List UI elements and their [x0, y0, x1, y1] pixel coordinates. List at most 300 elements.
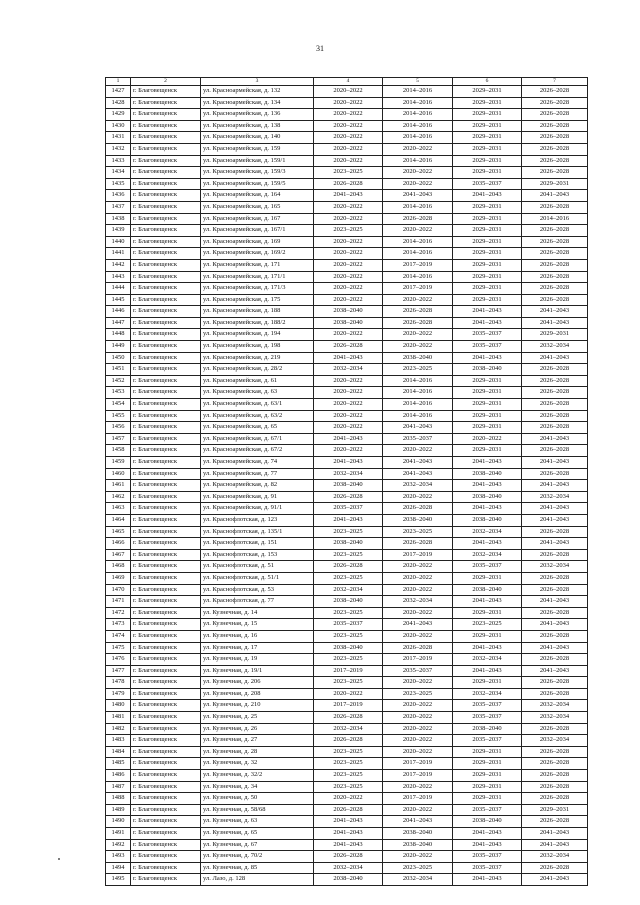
period-cell: 2026–2028 — [383, 642, 453, 654]
row-number-cell: 1433 — [106, 155, 131, 167]
table-row — [106, 445, 588, 457]
table-row — [106, 654, 588, 666]
scan-speck — [58, 858, 60, 860]
table-row — [106, 190, 588, 202]
row-number-cell: 1480 — [106, 700, 131, 712]
address-cell: ул. Краснофлотская, д. 51/1 — [201, 572, 314, 584]
period-cell: 2041–2043 — [522, 457, 588, 469]
row-number-cell: 1489 — [106, 804, 131, 816]
period-cell: 2026–2028 — [522, 584, 588, 596]
period-cell: 2032–2034 — [522, 851, 588, 863]
period-cell: 2029–2031 — [453, 758, 522, 770]
table-row — [106, 225, 588, 237]
period-cell: 2032–2034 — [522, 561, 588, 573]
period-cell: 2038–2040 — [314, 596, 383, 608]
table-row — [106, 758, 588, 770]
row-number-cell: 1441 — [106, 248, 131, 260]
city-cell: г. Благовещенск — [131, 306, 201, 318]
city-cell: г. Благовещенск — [131, 433, 201, 445]
address-cell: ул. Красноармейская, д. 165 — [201, 201, 314, 213]
row-number-cell: 1487 — [106, 781, 131, 793]
city-cell: г. Благовещенск — [131, 723, 201, 735]
period-cell: 2029–2031 — [453, 630, 522, 642]
period-cell: 2041–2043 — [453, 480, 522, 492]
table-row — [106, 143, 588, 155]
row-number-cell: 1469 — [106, 572, 131, 584]
period-cell: 2041–2043 — [522, 538, 588, 550]
row-number-cell: 1475 — [106, 642, 131, 654]
address-cell: ул. Красноармейская, д. 63/2 — [201, 410, 314, 422]
period-cell: 2041–2043 — [314, 816, 383, 828]
row-number-cell: 1443 — [106, 271, 131, 283]
city-cell: г. Благовещенск — [131, 445, 201, 457]
period-cell: 2026–2028 — [522, 723, 588, 735]
table-row — [106, 480, 588, 492]
period-cell: 2032–2034 — [453, 526, 522, 538]
period-cell: 2026–2028 — [522, 688, 588, 700]
city-cell: г. Благовещенск — [131, 514, 201, 526]
period-cell: 2020–2022 — [383, 851, 453, 863]
table-row — [106, 514, 588, 526]
table-row — [106, 317, 588, 329]
period-cell: 2020–2022 — [314, 143, 383, 155]
address-cell: ул. Краснофлотская, д. 135/1 — [201, 526, 314, 538]
period-cell: 2029–2031 — [453, 97, 522, 109]
address-cell: ул. Кузнечная, д. 17 — [201, 642, 314, 654]
table-row — [106, 433, 588, 445]
city-cell: г. Благовещенск — [131, 120, 201, 132]
period-cell: 2041–2043 — [314, 828, 383, 840]
period-cell: 2026–2028 — [522, 236, 588, 248]
row-number-cell: 1435 — [106, 178, 131, 190]
period-cell: 2023–2025 — [314, 770, 383, 782]
period-cell: 2029–2031 — [453, 572, 522, 584]
period-cell: 2041–2043 — [453, 503, 522, 515]
period-cell: 2020–2022 — [383, 735, 453, 747]
city-cell: г. Благовещенск — [131, 213, 201, 225]
period-cell: 2041–2043 — [453, 457, 522, 469]
city-cell: г. Благовещенск — [131, 596, 201, 608]
city-cell: г. Благовещенск — [131, 561, 201, 573]
address-cell: ул. Кузнечная, д. 65 — [201, 828, 314, 840]
period-cell: 2026–2028 — [522, 746, 588, 758]
table-row — [106, 306, 588, 318]
city-cell: г. Благовещенск — [131, 236, 201, 248]
row-number-cell: 1452 — [106, 375, 131, 387]
city-cell: г. Благовещенск — [131, 816, 201, 828]
row-number-cell: 1485 — [106, 758, 131, 770]
period-cell: 2020–2022 — [383, 561, 453, 573]
city-cell: г. Благовещенск — [131, 665, 201, 677]
period-cell: 2014–2016 — [383, 399, 453, 411]
period-cell: 2035–2037 — [453, 862, 522, 874]
period-cell: 2014–2016 — [383, 97, 453, 109]
period-cell: 2026–2028 — [522, 572, 588, 584]
city-cell: г. Благовещенск — [131, 480, 201, 492]
row-number-cell: 1432 — [106, 143, 131, 155]
period-cell: 2035–2037 — [453, 561, 522, 573]
city-cell: г. Благовещенск — [131, 132, 201, 144]
table-row — [106, 341, 588, 353]
period-cell: 2020–2022 — [314, 375, 383, 387]
period-cell: 2041–2043 — [522, 839, 588, 851]
period-cell: 2032–2034 — [383, 874, 453, 886]
period-cell: 2029–2031 — [453, 132, 522, 144]
city-cell: г. Благовещенск — [131, 642, 201, 654]
city-cell: г. Благовещенск — [131, 143, 201, 155]
row-number-cell: 1488 — [106, 793, 131, 805]
period-cell: 2020–2022 — [383, 445, 453, 457]
city-cell: г. Благовещенск — [131, 352, 201, 364]
address-cell: ул. Кузнечная, д. 19/1 — [201, 665, 314, 677]
period-cell: 2029–2031 — [453, 213, 522, 225]
address-cell: ул. Кузнечная, д. 27 — [201, 735, 314, 747]
period-cell: 2020–2022 — [314, 399, 383, 411]
address-cell: ул. Красноармейская, д. 167/1 — [201, 225, 314, 237]
row-number-cell: 1456 — [106, 422, 131, 434]
period-cell: 2041–2043 — [522, 503, 588, 515]
period-cell: 2035–2037 — [453, 178, 522, 190]
row-number-cell: 1427 — [106, 86, 131, 98]
table-row — [106, 677, 588, 689]
period-cell: 2014–2016 — [383, 86, 453, 98]
city-cell: г. Благовещенск — [131, 283, 201, 295]
row-number-cell: 1482 — [106, 723, 131, 735]
table-row — [106, 538, 588, 550]
table-row — [106, 352, 588, 364]
column-number-header: 1 — [106, 78, 131, 86]
period-cell: 2020–2022 — [314, 294, 383, 306]
period-cell: 2017–2019 — [383, 283, 453, 295]
period-cell: 2014–2016 — [383, 410, 453, 422]
period-cell: 2026–2028 — [522, 225, 588, 237]
row-number-cell: 1474 — [106, 630, 131, 642]
city-cell: г. Благовещенск — [131, 399, 201, 411]
period-cell: 2029–2031 — [453, 86, 522, 98]
period-cell: 2017–2019 — [383, 770, 453, 782]
address-cell: ул. Кузнечная, д. 25 — [201, 712, 314, 724]
row-number-cell: 1436 — [106, 190, 131, 202]
period-cell: 2029–2031 — [453, 746, 522, 758]
period-cell: 2041–2043 — [383, 816, 453, 828]
address-cell: ул. Кузнечная, д. 208 — [201, 688, 314, 700]
address-cell: ул. Красноармейская, д. 171/1 — [201, 271, 314, 283]
address-cell: ул. Лазо, д. 128 — [201, 874, 314, 886]
address-cell: ул. Кузнечная, д. 58/68 — [201, 804, 314, 816]
address-cell: ул. Кузнечная, д. 70/2 — [201, 851, 314, 863]
period-cell: 2026–2028 — [383, 503, 453, 515]
period-cell: 2020–2022 — [383, 630, 453, 642]
row-number-cell: 1459 — [106, 457, 131, 469]
table-row — [106, 503, 588, 515]
period-cell: 2026–2028 — [522, 259, 588, 271]
table-body — [106, 86, 588, 886]
period-cell: 2020–2022 — [314, 201, 383, 213]
period-cell: 2041–2043 — [314, 433, 383, 445]
period-cell: 2026–2028 — [522, 155, 588, 167]
period-cell: 2020–2022 — [314, 132, 383, 144]
period-cell: 2026–2028 — [314, 341, 383, 353]
row-number-cell: 1468 — [106, 561, 131, 573]
period-cell: 2020–2022 — [383, 572, 453, 584]
address-cell: ул. Кузнечная, д. 19 — [201, 654, 314, 666]
address-cell: ул. Красноармейская, д. 169/2 — [201, 248, 314, 260]
address-cell: ул. Красноармейская, д. 188 — [201, 306, 314, 318]
row-number-cell: 1476 — [106, 654, 131, 666]
period-cell: 2029–2031 — [453, 109, 522, 121]
period-cell: 2014–2016 — [383, 248, 453, 260]
period-cell: 2029–2031 — [453, 677, 522, 689]
period-cell: 2041–2043 — [522, 642, 588, 654]
period-cell: 2026–2028 — [314, 804, 383, 816]
period-cell: 2029–2031 — [453, 770, 522, 782]
city-cell: г. Благовещенск — [131, 619, 201, 631]
row-number-cell: 1438 — [106, 213, 131, 225]
period-cell: 2038–2040 — [453, 514, 522, 526]
period-cell: 2020–2022 — [383, 700, 453, 712]
row-number-cell: 1479 — [106, 688, 131, 700]
period-cell: 2029–2031 — [522, 804, 588, 816]
table-row — [106, 375, 588, 387]
table-row — [106, 120, 588, 132]
address-cell: ул. Красноармейская, д. 171/3 — [201, 283, 314, 295]
period-cell: 2020–2022 — [314, 410, 383, 422]
period-cell: 2023–2025 — [314, 549, 383, 561]
table-row — [106, 793, 588, 805]
address-cell: ул. Краснофлотская, д. 123 — [201, 514, 314, 526]
city-cell: г. Благовещенск — [131, 700, 201, 712]
address-cell: ул. Красноармейская, д. 63 — [201, 387, 314, 399]
city-cell: г. Благовещенск — [131, 271, 201, 283]
address-cell: ул. Красноармейская, д. 175 — [201, 294, 314, 306]
city-cell: г. Благовещенск — [131, 630, 201, 642]
period-cell: 2041–2043 — [453, 317, 522, 329]
address-cell: ул. Красноармейская, д. 91/1 — [201, 503, 314, 515]
period-cell: 2041–2043 — [522, 665, 588, 677]
table-row — [106, 619, 588, 631]
address-cell: ул. Кузнечная, д. 67 — [201, 839, 314, 851]
row-number-cell: 1463 — [106, 503, 131, 515]
row-number-cell: 1462 — [106, 491, 131, 503]
address-cell: ул. Красноармейская, д. 188/2 — [201, 317, 314, 329]
period-cell: 2020–2022 — [383, 584, 453, 596]
city-cell: г. Благовещенск — [131, 584, 201, 596]
period-cell: 2026–2028 — [522, 387, 588, 399]
address-cell: ул. Красноармейская, д. 167 — [201, 213, 314, 225]
period-cell: 2041–2043 — [453, 839, 522, 851]
period-cell: 2026–2028 — [522, 364, 588, 376]
period-cell: 2020–2022 — [383, 746, 453, 758]
city-cell: г. Благовещенск — [131, 109, 201, 121]
period-cell: 2029–2031 — [453, 781, 522, 793]
table-row — [106, 596, 588, 608]
period-cell: 2041–2043 — [383, 468, 453, 480]
period-cell: 2023–2025 — [383, 364, 453, 376]
period-cell: 2041–2043 — [522, 828, 588, 840]
address-cell: ул. Кузнечная, д. 26 — [201, 723, 314, 735]
period-cell: 2029–2031 — [453, 155, 522, 167]
city-cell: г. Благовещенск — [131, 688, 201, 700]
period-cell: 2017–2019 — [314, 665, 383, 677]
row-number-cell: 1454 — [106, 399, 131, 411]
city-cell: г. Благовещенск — [131, 828, 201, 840]
period-cell: 2038–2040 — [314, 317, 383, 329]
period-cell: 2041–2043 — [383, 619, 453, 631]
city-cell: г. Благовещенск — [131, 201, 201, 213]
period-cell: 2026–2028 — [522, 862, 588, 874]
period-cell: 2041–2043 — [522, 306, 588, 318]
period-cell: 2032–2034 — [314, 584, 383, 596]
row-number-cell: 1464 — [106, 514, 131, 526]
address-cell: ул. Краснофлотская, д. 53 — [201, 584, 314, 596]
period-cell: 2023–2025 — [314, 654, 383, 666]
period-cell: 2026–2028 — [522, 109, 588, 121]
period-cell: 2026–2028 — [522, 445, 588, 457]
period-cell: 2029–2031 — [453, 201, 522, 213]
table-row — [106, 526, 588, 538]
row-number-cell: 1457 — [106, 433, 131, 445]
table-row — [106, 201, 588, 213]
period-cell: 2026–2028 — [383, 538, 453, 550]
period-cell: 2026–2028 — [383, 306, 453, 318]
period-cell: 2017–2019 — [383, 549, 453, 561]
period-cell: 2023–2025 — [383, 526, 453, 538]
period-cell: 2023–2025 — [314, 526, 383, 538]
table-row — [106, 549, 588, 561]
period-cell: 2035–2037 — [453, 712, 522, 724]
city-cell: г. Благовещенск — [131, 874, 201, 886]
period-cell: 2041–2043 — [453, 538, 522, 550]
address-cell: ул. Красноармейская, д. 198 — [201, 341, 314, 353]
period-cell: 2029–2031 — [453, 271, 522, 283]
period-cell: 2041–2043 — [522, 352, 588, 364]
address-cell: ул. Красноармейская, д. 194 — [201, 329, 314, 341]
row-number-cell: 1473 — [106, 619, 131, 631]
row-number-cell: 1471 — [106, 596, 131, 608]
address-cell: ул. Красноармейская, д. 164 — [201, 190, 314, 202]
period-cell: 2029–2031 — [453, 283, 522, 295]
period-cell: 2032–2034 — [314, 862, 383, 874]
row-number-cell: 1455 — [106, 410, 131, 422]
city-cell: г. Благовещенск — [131, 491, 201, 503]
period-cell: 2038–2040 — [453, 364, 522, 376]
table-row — [106, 584, 588, 596]
period-cell: 2026–2028 — [522, 399, 588, 411]
row-number-cell: 1430 — [106, 120, 131, 132]
period-cell: 2041–2043 — [453, 306, 522, 318]
period-cell: 2020–2022 — [314, 422, 383, 434]
table-row — [106, 828, 588, 840]
period-cell: 2020–2022 — [314, 155, 383, 167]
period-cell: 2020–2022 — [314, 283, 383, 295]
period-cell: 2020–2022 — [383, 329, 453, 341]
period-cell: 2026–2028 — [522, 422, 588, 434]
period-cell: 2032–2034 — [453, 688, 522, 700]
row-number-cell: 1445 — [106, 294, 131, 306]
address-cell: ул. Красноармейская, д. 61 — [201, 375, 314, 387]
address-cell: ул. Кузнечная, д. 210 — [201, 700, 314, 712]
row-number-cell: 1467 — [106, 549, 131, 561]
city-cell: г. Благовещенск — [131, 341, 201, 353]
row-number-cell: 1460 — [106, 468, 131, 480]
table-row — [106, 723, 588, 735]
period-cell: 2041–2043 — [314, 190, 383, 202]
period-cell: 2032–2034 — [314, 468, 383, 480]
address-cell: ул. Краснофлотская, д. 151 — [201, 538, 314, 550]
period-cell: 2026–2028 — [522, 271, 588, 283]
row-number-cell: 1477 — [106, 665, 131, 677]
row-number-cell: 1465 — [106, 526, 131, 538]
period-cell: 2041–2043 — [453, 190, 522, 202]
period-cell: 2038–2040 — [453, 491, 522, 503]
period-cell: 2014–2016 — [383, 271, 453, 283]
period-cell: 2026–2028 — [522, 793, 588, 805]
period-cell: 2041–2043 — [314, 457, 383, 469]
row-number-cell: 1466 — [106, 538, 131, 550]
row-number-cell: 1429 — [106, 109, 131, 121]
address-cell: ул. Краснофлотская, д. 153 — [201, 549, 314, 561]
period-cell: 2029–2031 — [453, 236, 522, 248]
period-cell: 2035–2037 — [453, 341, 522, 353]
table-row — [106, 851, 588, 863]
period-cell: 2032–2034 — [314, 364, 383, 376]
period-cell: 2026–2028 — [522, 201, 588, 213]
period-cell: 2041–2043 — [522, 619, 588, 631]
city-cell: г. Благовещенск — [131, 735, 201, 747]
address-cell: ул. Красноармейская, д. 140 — [201, 132, 314, 144]
period-cell: 2035–2037 — [453, 851, 522, 863]
period-cell: 2020–2022 — [314, 329, 383, 341]
period-cell: 2026–2028 — [314, 735, 383, 747]
period-cell: 2035–2037 — [453, 804, 522, 816]
period-cell: 2020–2022 — [383, 341, 453, 353]
period-cell: 2020–2022 — [383, 491, 453, 503]
city-cell: г. Благовещенск — [131, 781, 201, 793]
row-number-cell: 1494 — [106, 862, 131, 874]
city-cell: г. Благовещенск — [131, 607, 201, 619]
period-cell: 2029–2031 — [453, 248, 522, 260]
period-cell: 2023–2025 — [453, 619, 522, 631]
period-cell: 2038–2040 — [314, 480, 383, 492]
period-cell: 2041–2043 — [522, 514, 588, 526]
period-cell: 2023–2025 — [314, 758, 383, 770]
period-cell: 2014–2016 — [383, 375, 453, 387]
period-cell: 2041–2043 — [522, 190, 588, 202]
period-cell: 2023–2025 — [314, 225, 383, 237]
city-cell: г. Благовещенск — [131, 549, 201, 561]
row-number-cell: 1447 — [106, 317, 131, 329]
city-cell: г. Благовещенск — [131, 190, 201, 202]
city-cell: г. Благовещенск — [131, 387, 201, 399]
period-cell: 2029–2031 — [453, 410, 522, 422]
row-number-cell: 1439 — [106, 225, 131, 237]
period-cell: 2020–2022 — [383, 178, 453, 190]
row-number-cell: 1428 — [106, 97, 131, 109]
period-cell: 2029–2031 — [453, 445, 522, 457]
address-cell: ул. Кузнечная, д. 63 — [201, 816, 314, 828]
table-row — [106, 109, 588, 121]
period-cell: 2020–2022 — [314, 259, 383, 271]
period-cell: 2029–2031 — [453, 120, 522, 132]
row-number-cell: 1458 — [106, 445, 131, 457]
period-cell: 2032–2034 — [383, 480, 453, 492]
period-cell: 2041–2043 — [314, 514, 383, 526]
address-cell: ул. Кузнечная, д. 28 — [201, 746, 314, 758]
address-cell: ул. Кузнечная, д. 15 — [201, 619, 314, 631]
row-number-cell: 1437 — [106, 201, 131, 213]
period-cell: 2020–2022 — [383, 723, 453, 735]
row-number-cell: 1491 — [106, 828, 131, 840]
